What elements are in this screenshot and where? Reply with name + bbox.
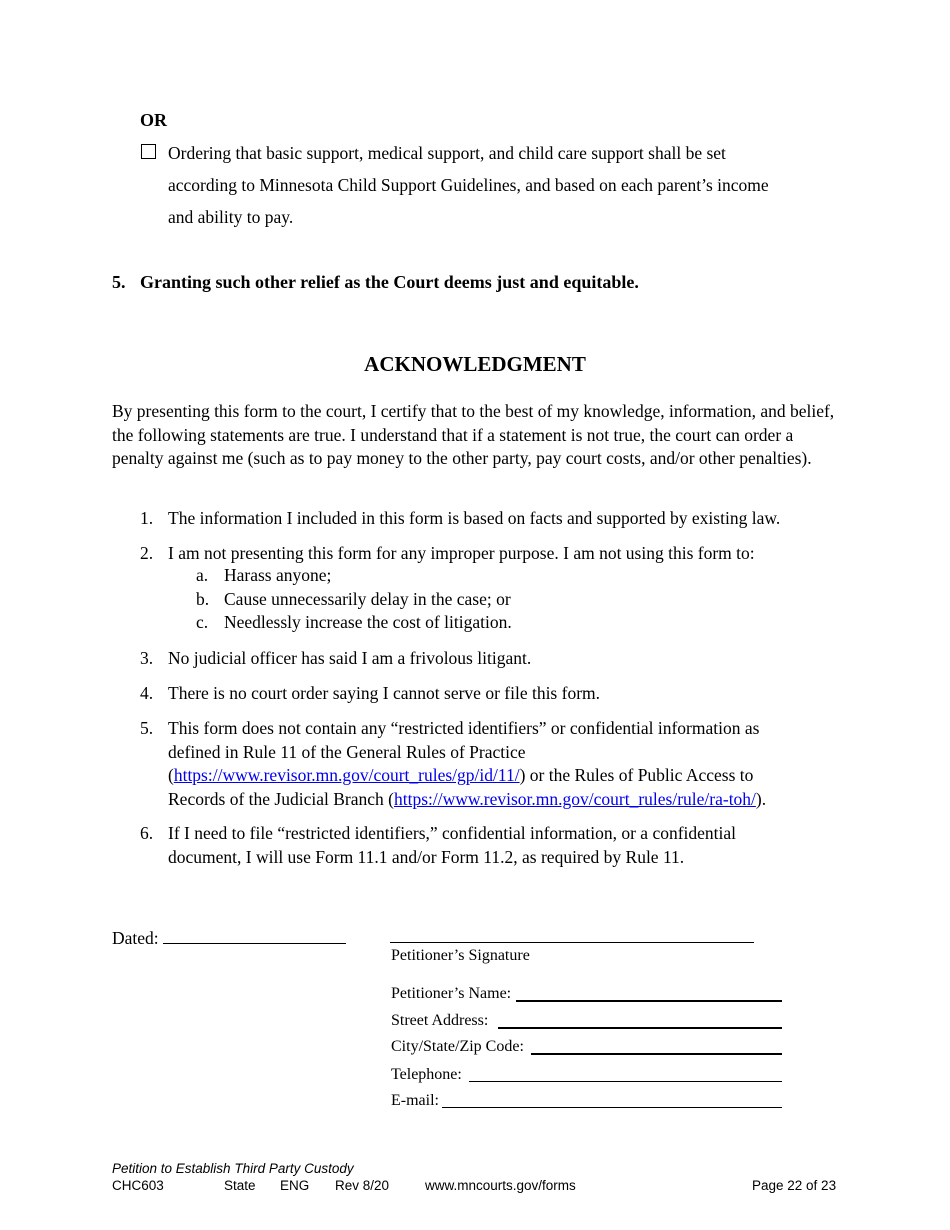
city-state-zip-field <box>391 1038 524 1056</box>
ack-item-5-text-b: ) or the Rules of Public Access to Records of the Judicial Branch ( <box>168 765 754 809</box>
ack-item-1 <box>140 507 830 531</box>
ack-item-text: The information I included in this form is based on facts and supported by existing law. <box>168 508 781 528</box>
ack-item-text: There is no court order saying I cannot serve or file this form. <box>168 683 601 703</box>
footer-revision: Rev 8/20 <box>335 1178 390 1193</box>
relief-item-5 <box>112 272 639 293</box>
public-access-rules-link[interactable]: https://www.revisor.mn.gov/court_rules/rule/ra-toh/ <box>393 788 756 809</box>
footer-form-title: Petition to Establish Third Party Custody <box>112 1161 354 1176</box>
signature-line[interactable] <box>390 942 754 943</box>
ack-item-number: 6. <box>140 823 154 843</box>
telephone-field <box>391 1066 462 1084</box>
email-line[interactable] <box>442 1107 782 1108</box>
ack-subitem-letter: c. <box>196 612 209 632</box>
footer-website[interactable]: www.mncourts.gov/forms <box>425 1178 576 1193</box>
ack-subitem-c <box>196 612 512 633</box>
ack-item-4 <box>140 682 830 706</box>
ack-item-number: 5. <box>140 718 154 738</box>
relief-item-number: 5. <box>112 272 126 292</box>
acknowledgment-title: ACKNOWLEDGMENT <box>364 352 586 376</box>
street-address-line[interactable] <box>498 1027 782 1029</box>
ack-subitem-text: Cause unnecessarily delay in the case; or <box>224 589 511 609</box>
ack-item-text: No judicial officer has said I am a frivolous litigant. <box>168 648 532 668</box>
acknowledgment-intro: By presenting this form to the court, I certify that to the best of my knowledge, information, and belief, the following statements are true. I understand that if a statement is not true, the court can order a penalty against me (such as to pay money to the other party, pay court costs, and/or other penalties). <box>112 401 835 468</box>
ack-subitem-letter: a. <box>196 565 209 585</box>
footer-state: State <box>224 1178 256 1193</box>
email-field <box>391 1092 439 1110</box>
street-address-label: Street Address: <box>391 1012 489 1029</box>
city-state-zip-label: City/State/Zip Code: <box>391 1038 524 1055</box>
checkbox-option-line-3: and ability to pay. <box>168 207 294 227</box>
ack-subitem-b <box>196 589 511 610</box>
footer-language: ENG <box>280 1178 310 1193</box>
checkbox-option-line-2: according to Minnesota Child Support Guidelines, and based on each parent’s income <box>168 175 769 195</box>
dated-input-line[interactable] <box>163 929 346 944</box>
child-support-guidelines-checkbox[interactable] <box>141 144 156 159</box>
ack-item-5-text-a: This form does not contain any “restricted identifiers” or confidential information as defined in Rule 11 of the General Rules of Practice ( <box>168 718 760 785</box>
ack-item-5-text-c: ). <box>755 788 767 809</box>
ack-item-6 <box>140 822 790 869</box>
general-rules-link[interactable]: https://www.revisor.mn.gov/court_rules/gp/id/11/ <box>173 765 520 785</box>
ack-subitem-letter: b. <box>196 589 210 609</box>
ack-item-5 <box>140 717 810 811</box>
footer-page-number: Page 22 of 23 <box>752 1178 837 1193</box>
ack-item-text: If I need to file “restricted identifiers,” confidential information, or a confidential document, I will use Form 11.1 and/or Form 11.2, as required by Rule 11. <box>168 823 737 867</box>
ack-subitem-text: Needlessly increase the cost of litigation. <box>224 612 512 632</box>
ack-item-number: 3. <box>140 648 154 668</box>
footer-form-code: CHC603 <box>112 1178 164 1193</box>
dated-field <box>112 928 346 949</box>
ack-subitem-text: Harass anyone; <box>224 565 332 585</box>
city-state-zip-line[interactable] <box>531 1053 782 1055</box>
email-label: E-mail: <box>391 1092 439 1109</box>
telephone-line[interactable] <box>469 1081 782 1082</box>
or-label: OR <box>140 110 167 130</box>
dated-label: Dated: <box>112 928 159 948</box>
ack-item-text: I am not presenting this form for any improper purpose. I am not using this form to: <box>168 543 755 563</box>
petitioner-name-line[interactable] <box>516 1000 782 1002</box>
ack-item-text <box>168 717 810 811</box>
ack-item-3 <box>140 647 830 671</box>
ack-subitem-a <box>196 565 331 586</box>
street-address-field <box>391 1012 488 1030</box>
checkbox-option-line-1: Ordering that basic support, medical support, and child care support shall be set <box>168 143 726 163</box>
petitioner-name-label: Petitioner’s Name: <box>391 985 512 1002</box>
ack-item-number: 1. <box>140 508 154 528</box>
ack-item-number: 4. <box>140 683 154 703</box>
petitioner-name-field <box>391 985 511 1003</box>
relief-item-text: Granting such other relief as the Court deems just and equitable. <box>140 272 639 292</box>
telephone-label: Telephone: <box>391 1066 462 1083</box>
ack-item-number: 2. <box>140 543 154 563</box>
signature-label: Petitioner’s Signature <box>391 947 530 964</box>
ack-item-2 <box>140 542 830 566</box>
